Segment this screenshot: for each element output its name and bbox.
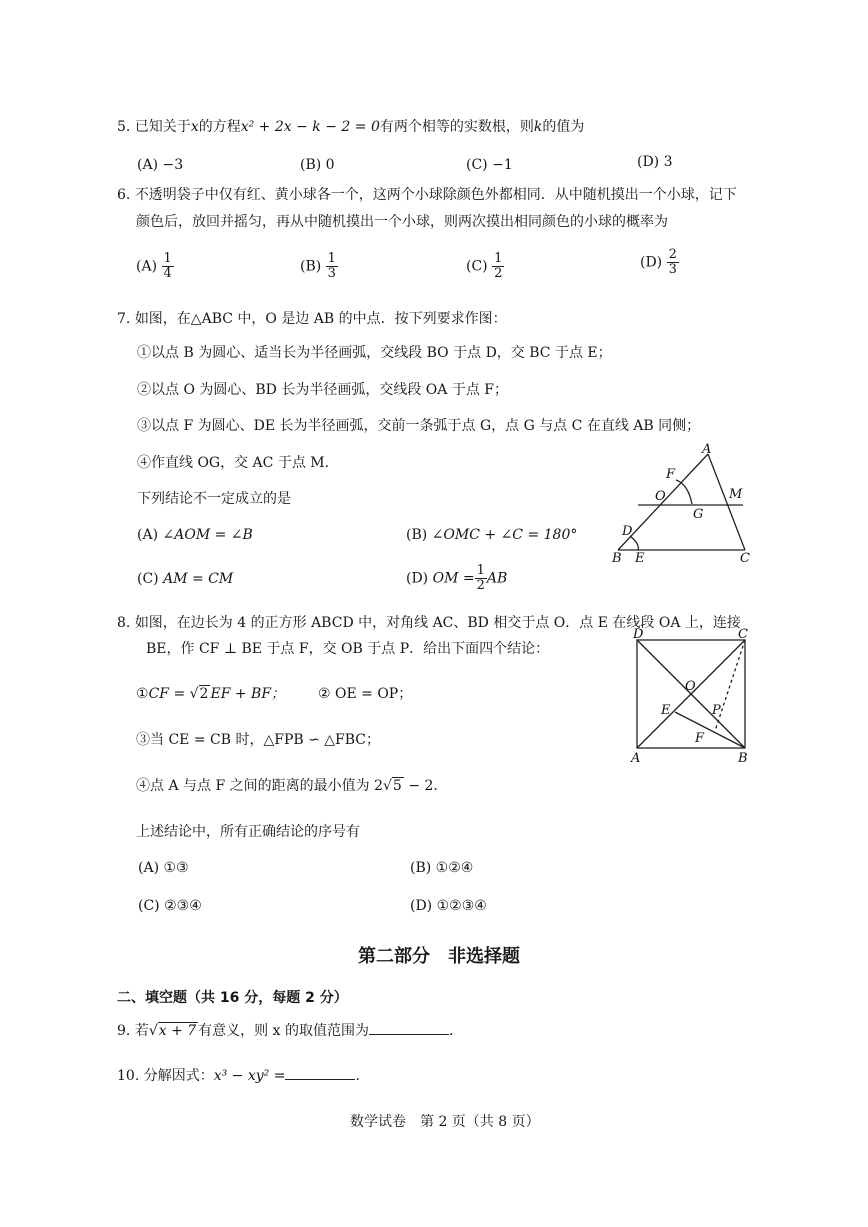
q5-text-pre: 已知关于 [134,119,191,135]
option-text: −1 [492,157,513,173]
label-d: D [633,628,644,642]
option-label: (C) [137,571,159,587]
option-text: AM = CM [163,571,234,587]
q7-text: 如图，在△ABC 中，O 是边 AB 的中点．按下列要求作图： [134,311,507,327]
q8-square-figure [625,628,760,768]
segment-ac [708,454,745,550]
q10-answer-blank[interactable] [285,1079,355,1080]
q6-option-a[interactable] [136,252,174,281]
q8-option-a[interactable] [138,859,189,877]
q9-stem: 9. 若√x + 7 有意义，则 x 的取值范围为 . [117,1023,454,1039]
option-label: (A) [138,860,160,876]
option-label: (D) [410,898,433,914]
q5-option-a[interactable] [137,156,183,174]
option-text: ∠OMC + ∠C = 180° [431,527,578,543]
q5-number: 5. [117,119,131,135]
segment-be [675,712,745,748]
q6-text: 不透明袋子中仅有红、黄小球各一个，这两个小球除颜色外都相同．从中随机摸出一个小球，记下 [134,187,737,203]
label-a: A [631,751,641,766]
q8-conclusion-4: ④点 A 与点 F 之间的距离的最小值为 2√5 − 2． [136,778,448,794]
arc-fg [676,480,692,504]
option-label: (B) [410,860,432,876]
q5-option-c[interactable] [466,156,513,174]
option-label: (B) [300,157,322,173]
q7-option-d[interactable] [406,564,507,593]
q7-option-b[interactable] [406,526,577,544]
q5-stem [117,118,584,136]
label-c: C [740,551,750,566]
q8-text: 如图，在边长为 4 的正方形 ABCD 中，对角线 AC、BD 相交于点 O．点 E 在线段 OA 上，连接 [134,615,741,631]
label-e: E [661,703,671,718]
q5-option-b[interactable] [300,156,335,174]
fraction: $\frac{1}{4}$ [163,251,172,281]
q7-option-c[interactable] [137,570,233,588]
q5-option-d[interactable] [637,153,673,171]
option-label: (B) [406,527,428,543]
option-text: OM = [432,570,475,587]
q10-stem: 10. 分解因式：x³ − xy² = . [117,1068,360,1084]
q7-option-a[interactable] [137,526,253,544]
option-label: (A) [137,157,159,173]
option-label: (D) [640,254,663,271]
q10-number: 10. [117,1068,140,1084]
option-text: ②③④ [164,898,202,914]
label-o: O [655,489,666,504]
option-text: AB [486,570,508,587]
label-g: G [693,507,704,522]
section-fill-in-heading: 二、填空题（共 16 分，每题 2 分） [117,990,348,1006]
option-label: (C) [466,258,488,275]
q8-option-c[interactable] [138,897,202,915]
option-text: −3 [162,157,184,173]
option-text: ①③ [163,860,189,876]
label-d: D [622,524,633,539]
q7-number: 7. [117,311,131,327]
option-label: (A) [136,258,158,275]
q6-line2: 颜色后，放回并摇匀，再从中随机摸出一个小球，则两次摸出相同颜色的小球的概率为 [136,214,668,230]
fraction: $\frac{1}{2}$ [494,251,503,281]
label-f: F [695,731,705,746]
label-c: C [738,628,748,642]
label-b: B [738,751,748,766]
q9-number: 9. [117,1023,131,1039]
q5-text-post: 有两个相等的实数根，则 [379,119,534,135]
label-o: O [685,679,696,694]
option-text: ∠AOM = ∠B [162,527,253,543]
option-label: (D) [406,570,429,587]
label-b: B [612,551,622,566]
q5-var-k: k [533,119,543,135]
option-text: 3 [663,154,673,170]
q8-conclusion-2: ② OE = OP； [318,686,413,702]
fraction: $\frac{1}{2}$ [476,563,485,593]
option-label: (C) [138,898,160,914]
q9-answer-blank[interactable] [369,1034,449,1035]
q5-equation: x² + 2x − k − 2 = 0 [240,119,380,135]
option-text: ①②③④ [436,898,487,914]
option-label: (B) [300,258,322,275]
label-p: P [712,703,721,718]
q8-question: 上述结论中，所有正确结论的序号有 [136,824,360,840]
q6-option-b[interactable] [300,252,338,281]
option-text: ①②④ [435,860,474,876]
q6-option-c[interactable] [466,252,504,281]
label-a: A [702,442,712,457]
q7-step4: ④作直线 OG，交 AC 于点 M． [137,455,339,471]
option-label: (D) [637,154,660,170]
part2-title: 第二部分 非选择题 [358,946,520,967]
option-label: (C) [466,157,488,173]
q6-option-d[interactable] [640,248,679,277]
label-f: F [666,467,676,482]
q6-line1 [117,186,737,204]
label-m: M [729,487,743,502]
q5-text-end: 的值为 [542,119,585,135]
q8-line2: BE，作 CF ⊥ BE 于点 F，交 OB 于点 P．给出下面四个结论： [146,641,550,657]
label-e: E [635,551,645,566]
q7-triangle-figure [600,440,770,570]
q7-question: 下列结论不一定成立的是 [137,491,291,507]
q7-step2: ②以点 O 为圆心、BD 长为半径画弧，交线段 OA 于点 F； [137,382,508,398]
option-text: 0 [325,157,335,173]
fraction: $\frac{1}{3}$ [327,251,336,281]
q7-step1: ①以点 B 为圆心、适当长为半径画弧，交线段 BO 于点 D，交 BC 于点 E； [137,345,612,361]
fraction: $\frac{2}{3}$ [668,247,677,277]
q8-option-b[interactable] [410,859,473,877]
q8-conclusion-1: ①CF = √2 EF + BF； [136,686,286,702]
q7-intro [117,310,507,328]
q8-option-d[interactable] [410,897,487,915]
page-footer: 数学试卷 第 2 页（共 8 页） [350,1114,540,1130]
q7-step3: ③以点 F 为圆心、DE 长为半径画弧，交前一条弧于点 G，点 G 与点 C 在直线 AB 同侧； [137,418,701,434]
q8-number: 8. [117,615,131,631]
q6-number: 6. [117,187,131,203]
q5-var-x: x [190,119,199,135]
option-label: (A) [137,527,159,543]
q5-text-mid: 的方程 [198,119,241,135]
q8-conclusion-3: ③当 CE = CB 时，△FPB ∽ △FBC； [136,732,381,748]
